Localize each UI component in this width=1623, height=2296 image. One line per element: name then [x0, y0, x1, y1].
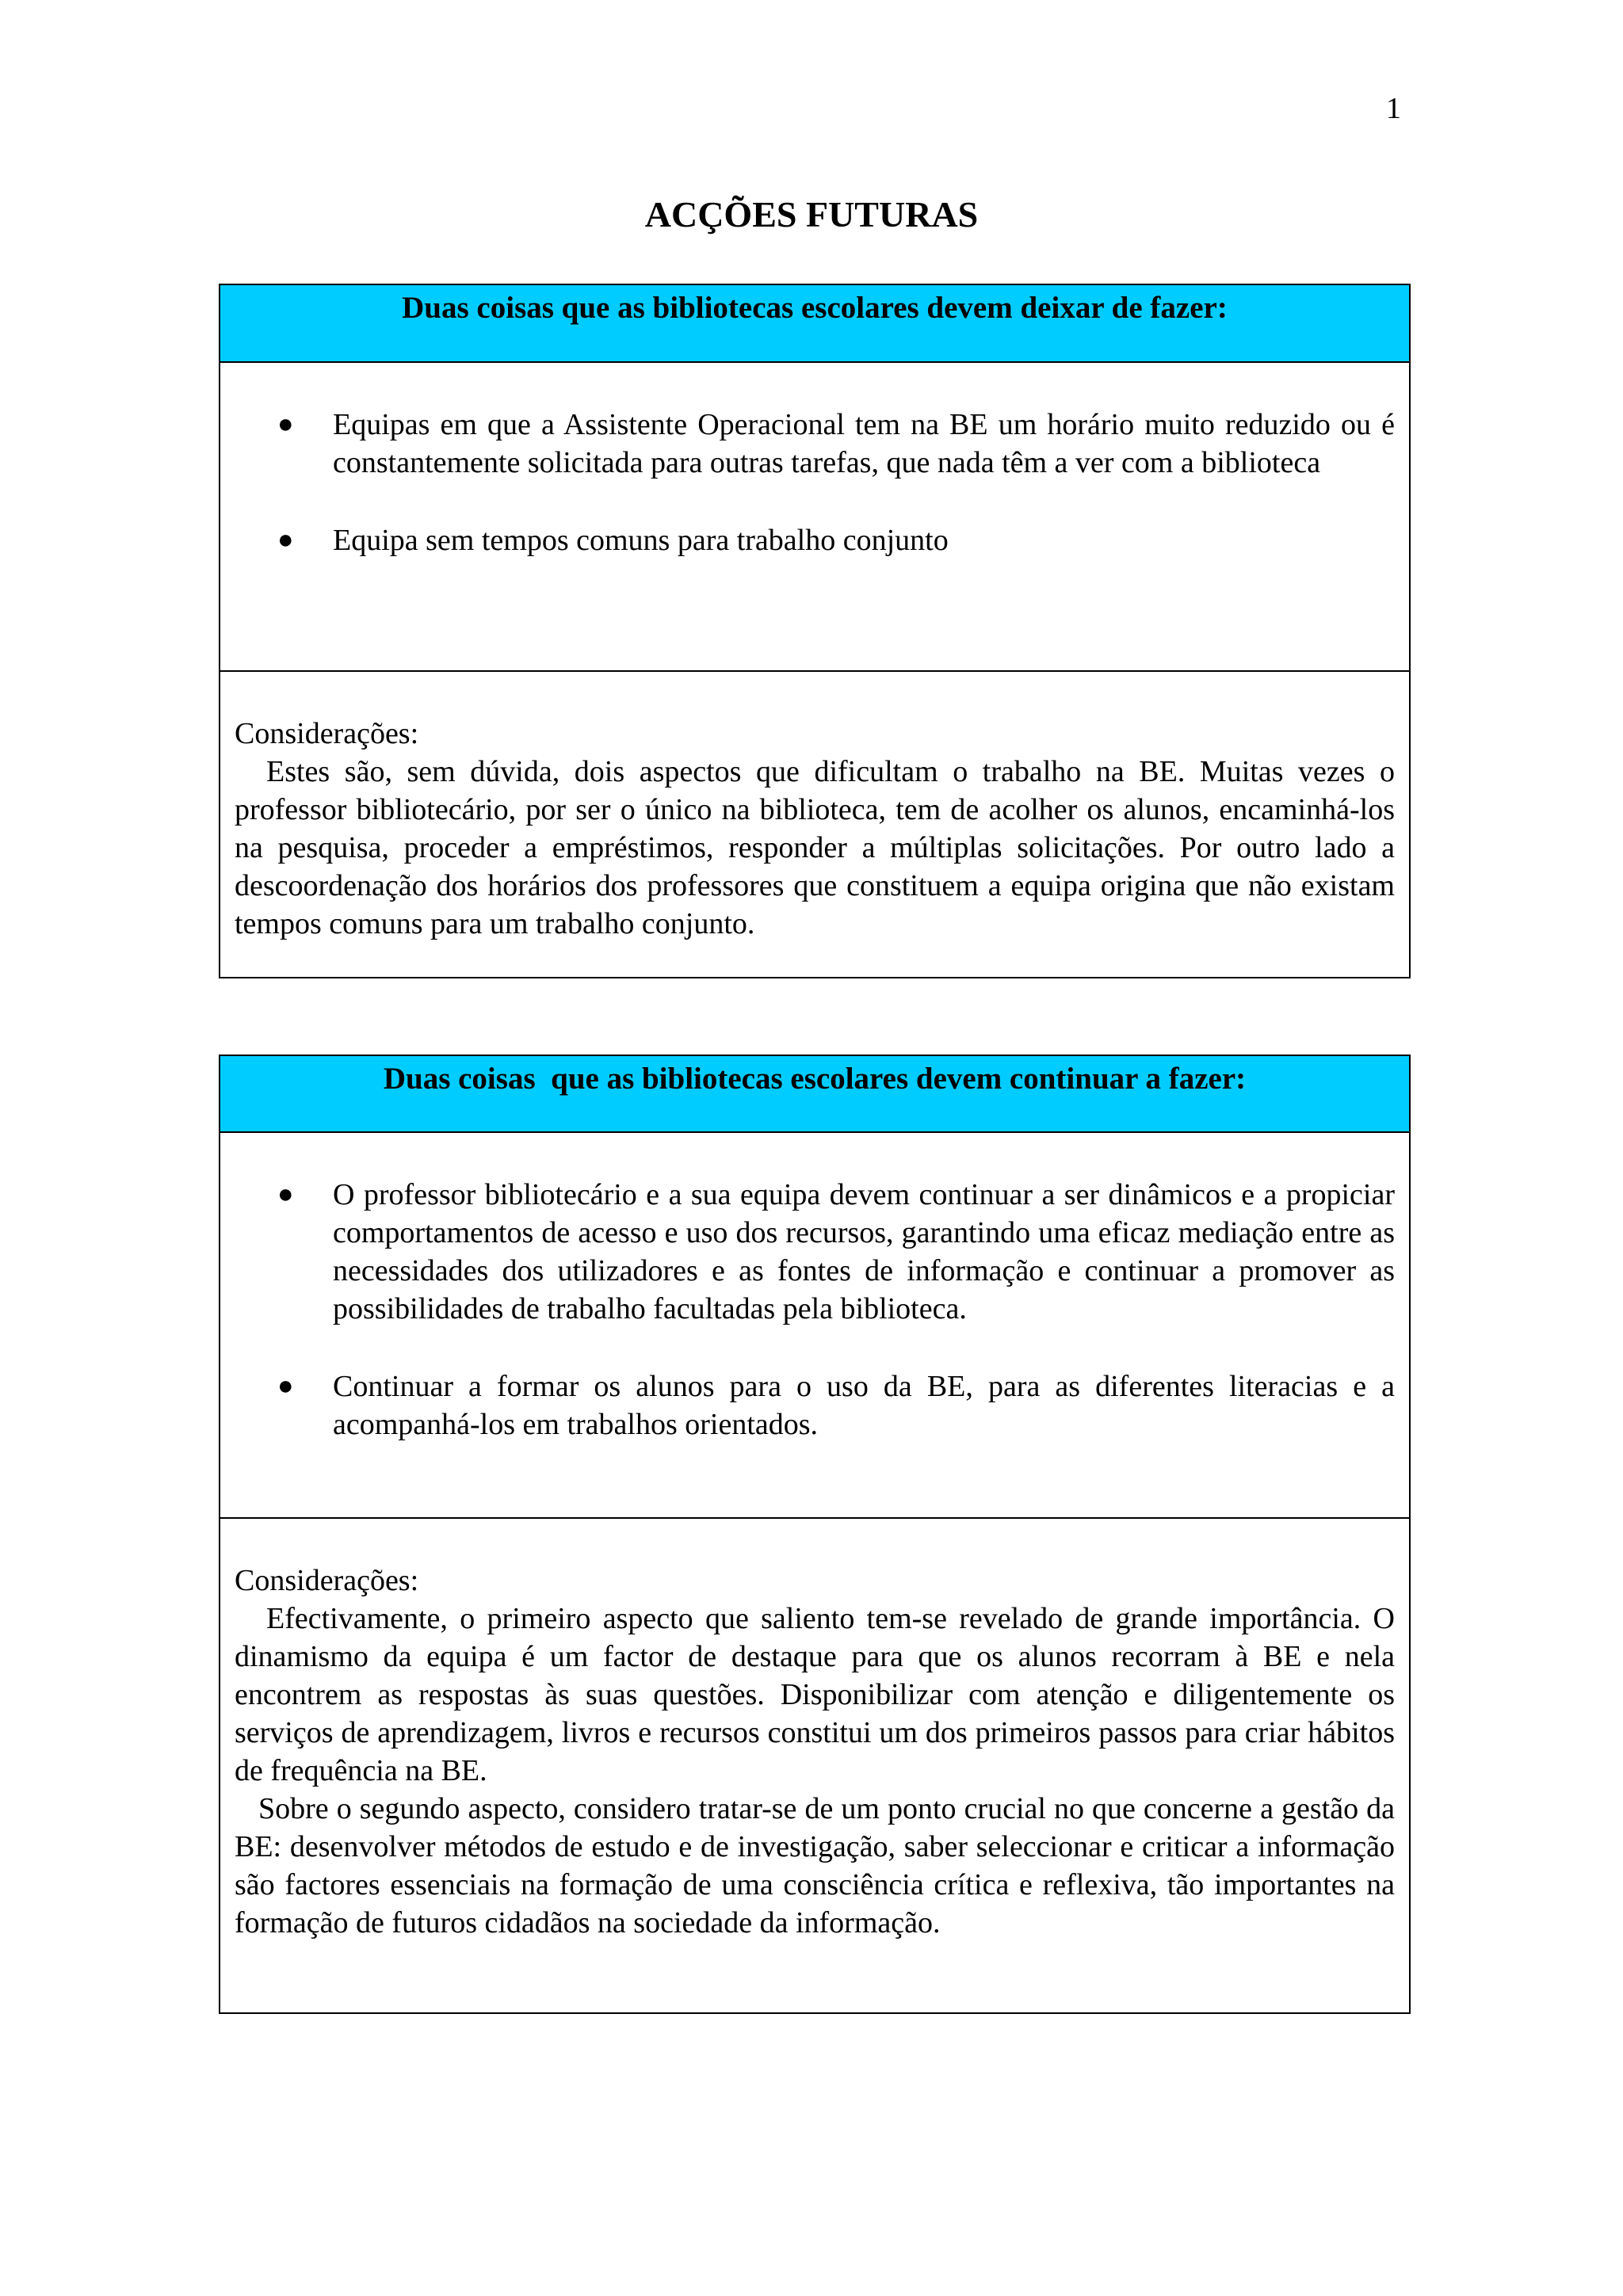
list-item-text: O professor bibliotecário e a sua equipa devem continuar a ser dinâmicos e a propiciar comportamentos de acesso e uso dos recursos, garantindo uma eficaz mediação entre as necessidades dos utilizadores e as fontes de informação e continuar a promover as possibilidades de trabalho facultadas pela biblioteca. — [333, 1178, 1395, 1325]
considerations-label: Considerações: — [235, 1564, 419, 1597]
list-item — [277, 1367, 1395, 1444]
bullet-list — [277, 406, 1395, 599]
bullet-list — [277, 1176, 1395, 1483]
bullet-icon: ● — [277, 1180, 294, 1209]
bullet-icon: ● — [277, 410, 294, 439]
list-item-text: Equipa sem tempos comuns para trabalho conjunto — [333, 524, 949, 557]
page-number: 1 — [1386, 92, 1401, 125]
bullet-icon: ● — [277, 1371, 294, 1401]
considerations-cell — [220, 672, 1409, 943]
list-item-text: Continuar a formar os alunos para o uso da BE, para as diferentes literacias e a acompanhá-los em trabalhos orientados. — [333, 1370, 1395, 1441]
bullet-icon: ● — [277, 525, 294, 555]
considerations-paragraph: Sobre o segundo aspecto, considero tratar-se de um ponto crucial no que concerne a gestão da BE: desenvolver métodos de estudo e de investigação, saber seleccionar e criticar a informação são factores essenciais na formação de uma consciência crítica e reflexiva, tão importantes na formação de futuros cidadãos na sociedade da informação. — [235, 1792, 1395, 1939]
list-item — [277, 521, 1395, 559]
list-item — [277, 1176, 1395, 1328]
section-continue-doing — [219, 1055, 1411, 2014]
section-header: Duas coisas que as bibliotecas escolares devem deixar de fazer: — [220, 285, 1409, 363]
list-item — [277, 406, 1395, 482]
considerations-paragraph: Estes são, sem dúvida, dois aspectos que dificultam o trabalho na BE. Muitas vezes o professor bibliotecário, por ser o único na biblioteca, tem de acolher os alunos, encaminhá-los na pesquisa, proceder a empréstimos, responder a múltiplas solicitações. Por outro lado a descoordenação dos horários dos professores que constituem a equipa origina que não existam tempos comuns para um trabalho conjunto. — [235, 755, 1395, 940]
section-stop-doing — [219, 284, 1411, 978]
section-header: Duas coisas que as bibliotecas escolares devem continuar a fazer: — [220, 1056, 1409, 1133]
considerations-cell — [220, 1519, 1409, 1942]
items-cell — [220, 1133, 1409, 1519]
page-title: ACÇÕES FUTURAS — [644, 194, 979, 235]
considerations-paragraph: Efectivamente, o primeiro aspecto que saliento tem-se revelado de grande importância. O dinamismo da equipa é um factor de destaque para que os alunos recorram à BE e nela encontrem as respostas às suas questões. Disponibilizar com atenção e diligentemente os serviços de aprendizagem, livros e recursos constitui um dos primeiros passos para criar hábitos de frequência na BE. — [235, 1602, 1395, 1787]
list-item-text: Equipas em que a Assistente Operacional tem na BE um horário muito reduzido ou é constantemente solicitada para outras tarefas, que nada têm a ver com a biblioteca — [333, 408, 1395, 479]
considerations-label: Considerações: — [235, 717, 419, 750]
items-cell — [220, 363, 1409, 672]
